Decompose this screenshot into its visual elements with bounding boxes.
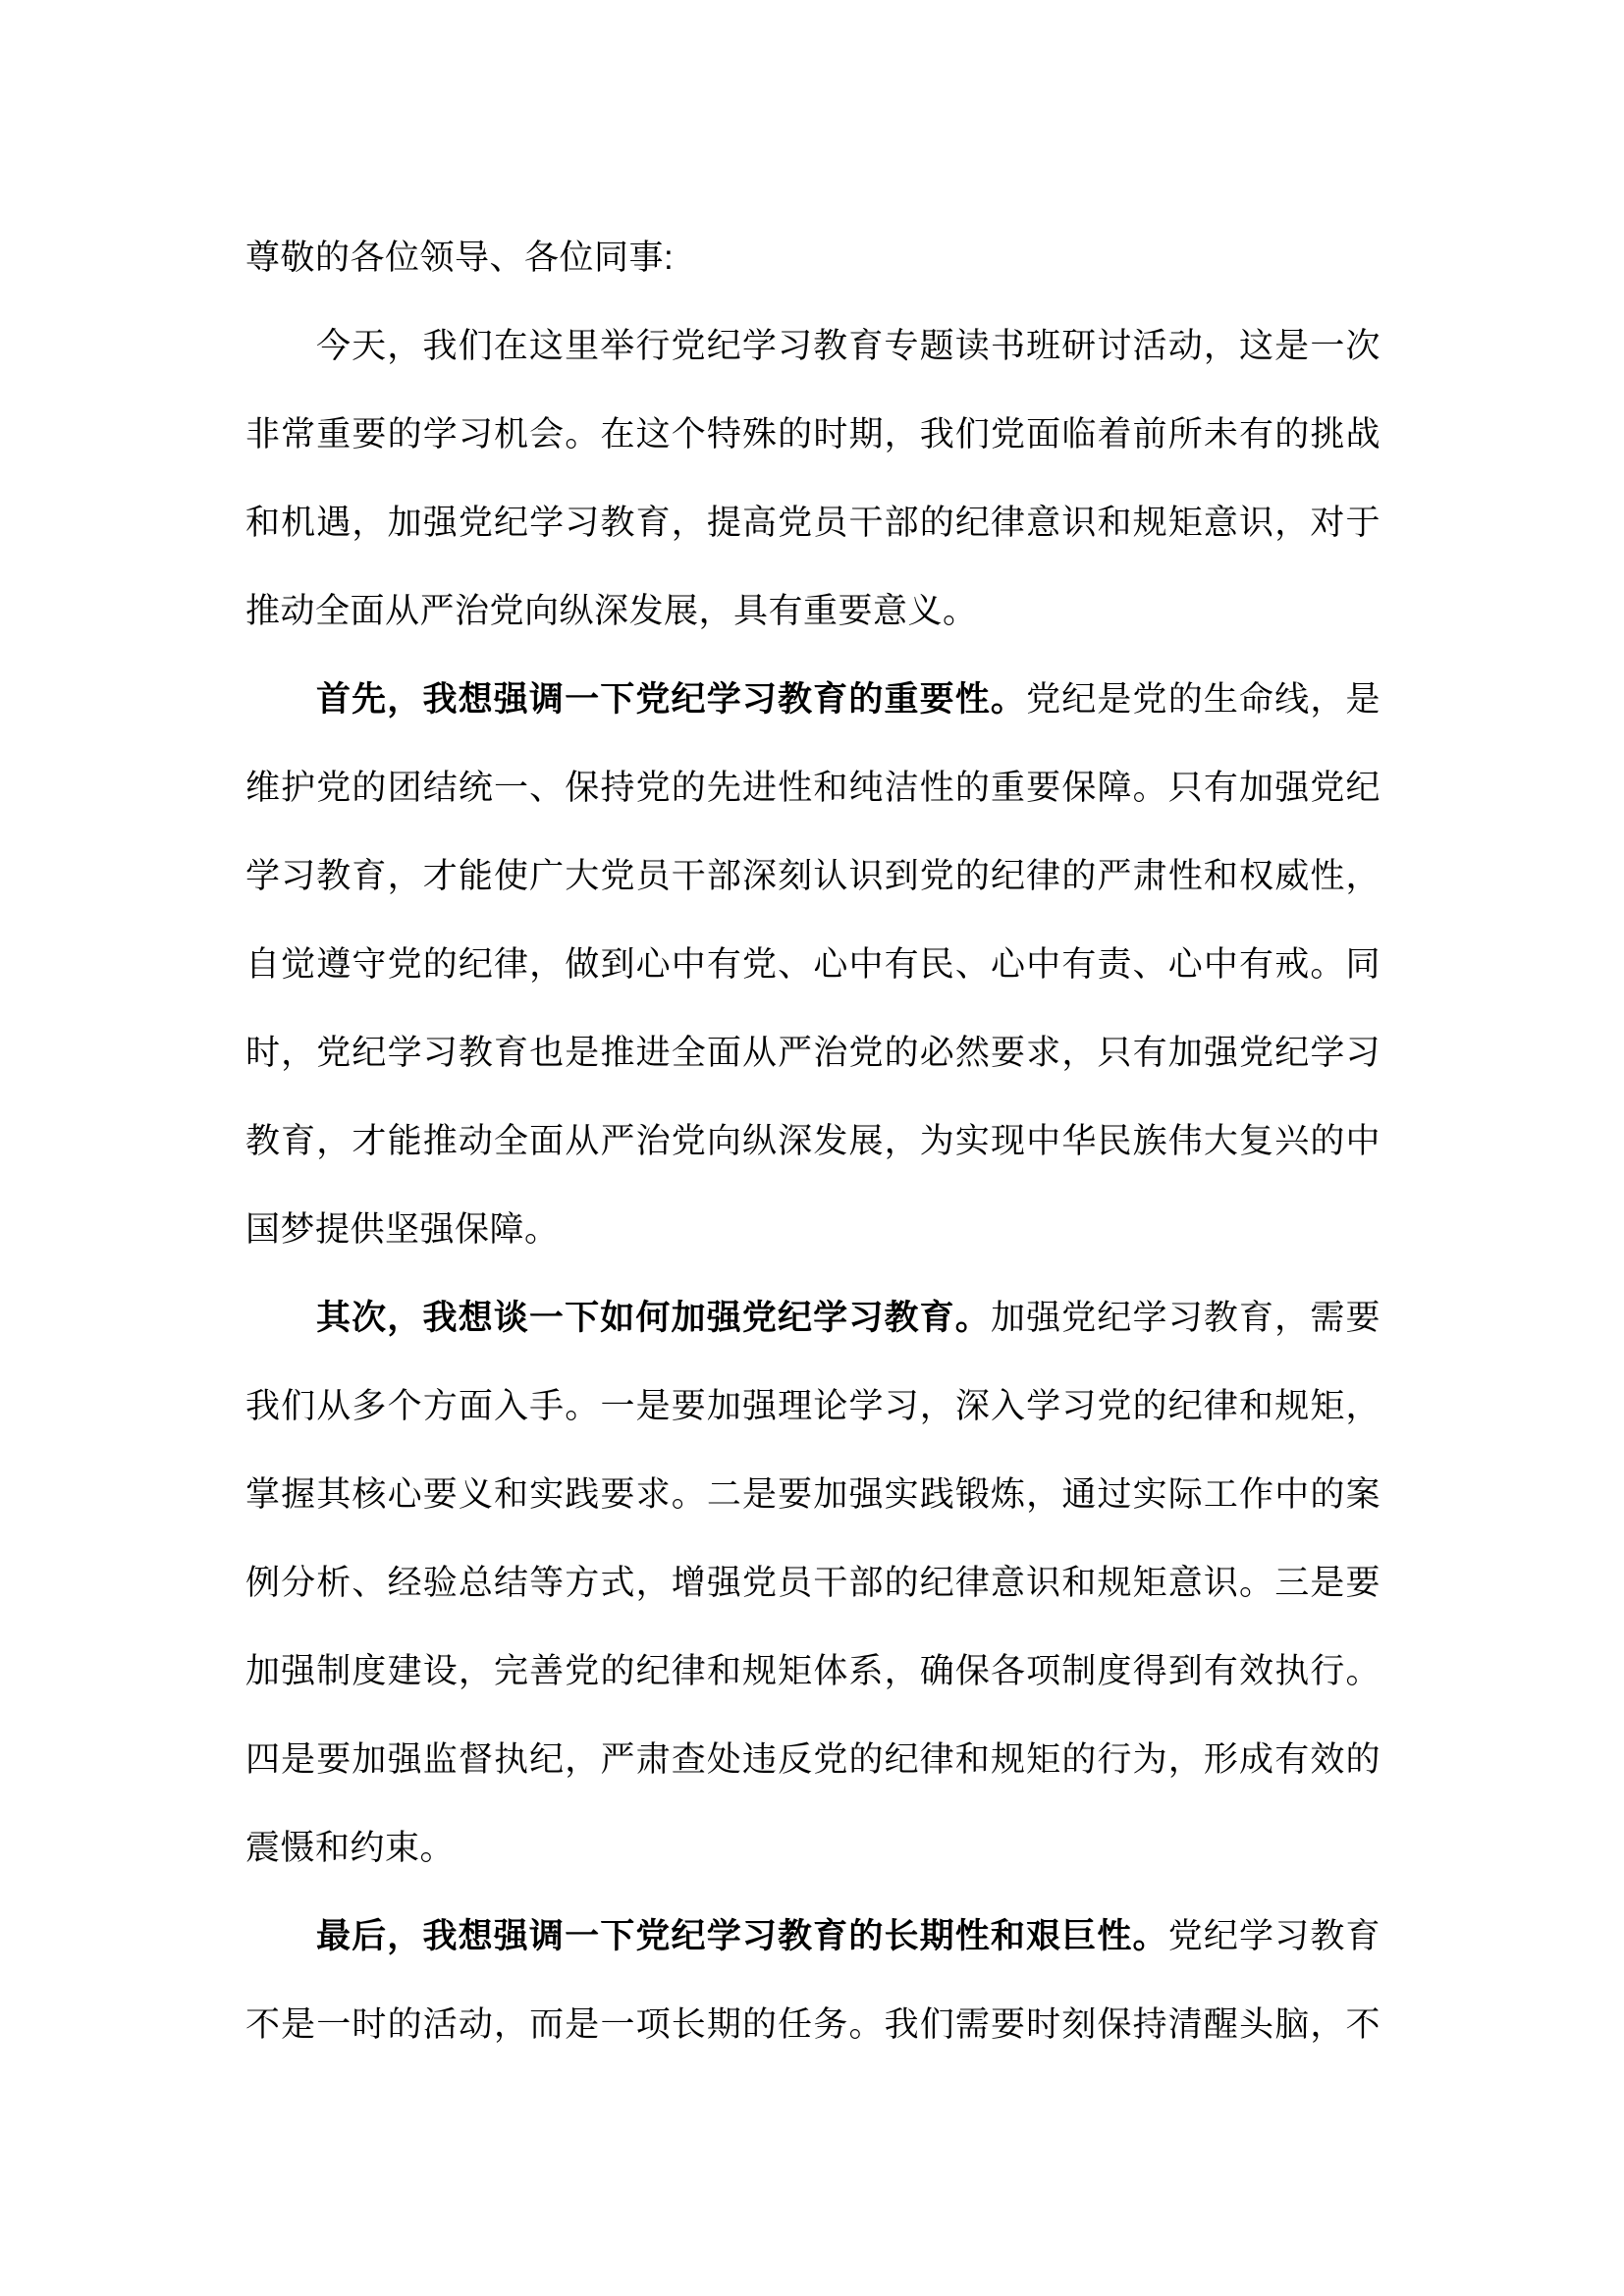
line-bold-text: 首先，我想强调一下党纪学习教育的重要性。 <box>316 680 1027 719</box>
line-text: 加强党纪学习教育，需要 <box>990 1299 1380 1337</box>
text-line <box>245 302 1380 391</box>
text-line <box>245 1716 1380 1804</box>
paragraph <box>245 302 1380 656</box>
line-text: 例分析、经验总结等方式，增强党员干部的纪律意识和规矩意识。三是要 <box>245 1564 1380 1602</box>
line-text: 党纪学习教育 <box>1167 1917 1380 1955</box>
line-bold-text: 其次，我想谈一下如何加强党纪学习教育。 <box>316 1299 991 1337</box>
line-text: 震慑和约束。 <box>245 1829 456 1867</box>
line-text: 党纪是党的生命线，是 <box>1026 680 1380 719</box>
text-line <box>245 567 1380 656</box>
text-line <box>245 1628 1380 1716</box>
line-text: 和机遇，加强党纪学习教育，提高党员干部的纪律意识和规矩意识，对于 <box>245 504 1380 542</box>
salutation-line <box>245 214 1380 302</box>
text-line <box>245 1804 1380 1893</box>
text-line <box>245 744 1380 832</box>
paragraph <box>245 1274 1380 1893</box>
line-text: 学习教育，才能使广大党员干部深刻认识到党的纪律的严肃性和权威性， <box>245 857 1380 895</box>
text-line <box>245 656 1380 744</box>
line-text: 不是一时的活动，而是一项长期的任务。我们需要时刻保持清醒头脑，不 <box>245 2005 1380 2044</box>
line-text: 今天，我们在这里举行党纪学习教育专题读书班研讨活动，这是一次 <box>316 327 1380 365</box>
line-text: 维护党的团结统一、保持党的先进性和纯洁性的重要保障。只有加强党纪 <box>245 769 1380 807</box>
text-line <box>245 1893 1380 1981</box>
text-line <box>245 391 1380 479</box>
text-line <box>245 1097 1380 1186</box>
line-text: 国梦提供坚强保障。 <box>245 1210 560 1249</box>
salutation-text: 尊敬的各位领导、各位同事: <box>245 239 675 277</box>
line-text: 非常重要的学习机会。在这个特殊的时期，我们党面临着前所未有的挑战 <box>245 415 1380 454</box>
line-text: 四是要加强监督执纪，严肃查处违反党的纪律和规矩的行为，形成有效的 <box>245 1740 1380 1779</box>
line-text: 加强制度建设，完善党的纪律和规矩体系，确保各项制度得到有效执行。 <box>245 1652 1380 1690</box>
text-line <box>245 1451 1380 1539</box>
line-text: 自觉遵守党的纪律，做到心中有党、心中有民、心中有责、心中有戒。同 <box>245 945 1380 984</box>
line-text: 时，党纪学习教育也是推进全面从严治党的必然要求，只有加强党纪学习 <box>245 1034 1380 1072</box>
text-line <box>245 479 1380 567</box>
text-line <box>245 1274 1380 1362</box>
text-line <box>245 1009 1380 1097</box>
paragraphs <box>245 302 1380 2069</box>
line-text: 掌握其核心要义和实践要求。二是要加强实践锻炼，通过实际工作中的案 <box>245 1475 1380 1514</box>
text-line <box>245 1362 1380 1451</box>
line-bold-text: 最后，我想强调一下党纪学习教育的长期性和艰巨性。 <box>316 1917 1168 1955</box>
line-text: 教育，才能推动全面从严治党向纵深发展，为实现中华民族伟大复兴的中 <box>245 1122 1380 1160</box>
line-text: 我们从多个方面入手。一是要加强理论学习，深入学习党的纪律和规矩， <box>245 1387 1380 1425</box>
text-line <box>245 1186 1380 1274</box>
line-text: 推动全面从严治党向纵深发展，具有重要意义。 <box>245 592 978 630</box>
paragraph <box>245 1893 1380 2069</box>
text-line <box>245 1539 1380 1628</box>
text-line <box>245 832 1380 921</box>
text-line <box>245 1981 1380 2069</box>
paragraph <box>245 656 1380 1274</box>
text-line <box>245 921 1380 1009</box>
